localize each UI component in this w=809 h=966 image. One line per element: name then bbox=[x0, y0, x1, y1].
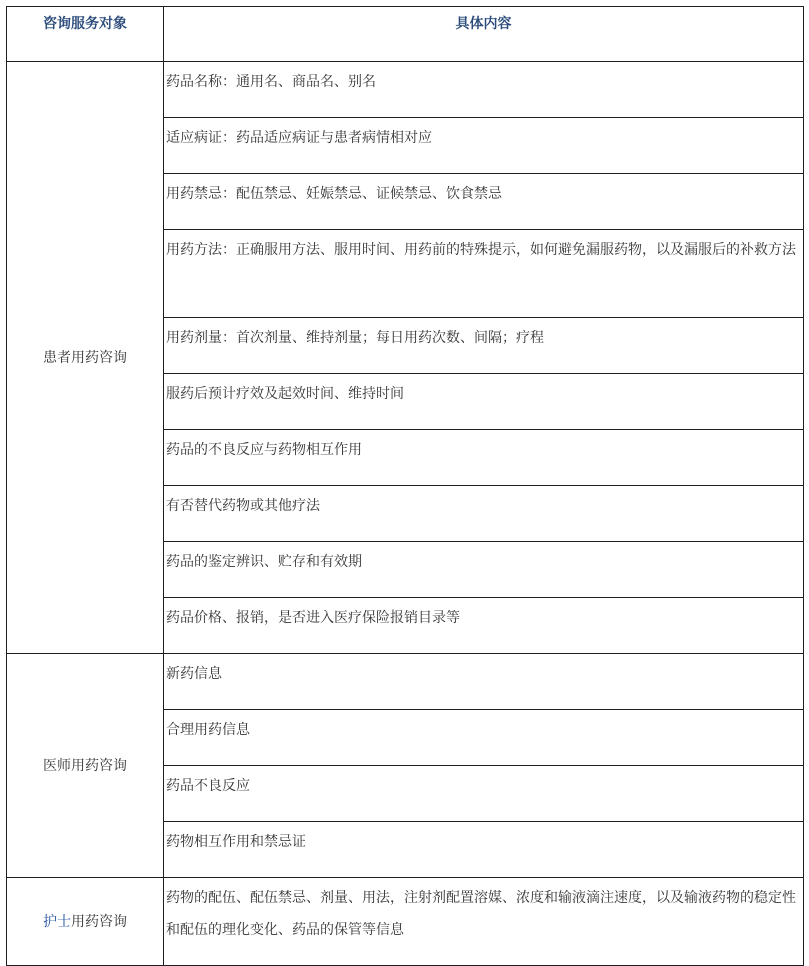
content-cell: 药品价格、报销，是否进入医疗保险报销目录等 bbox=[164, 598, 804, 654]
category-physician: 医师用药咨询 bbox=[7, 654, 164, 878]
content-cell: 药品的不良反应与药物相互作用 bbox=[164, 430, 804, 486]
table-row bbox=[7, 62, 804, 118]
content-cell: 适应病证：药品适应病证与患者病情相对应 bbox=[164, 118, 804, 174]
content-cell: 合理用药信息 bbox=[164, 710, 804, 766]
content-cell: 药物相互作用和禁忌证 bbox=[164, 822, 804, 878]
header-row bbox=[7, 7, 804, 62]
header-content: 具体内容 bbox=[164, 7, 804, 62]
content-cell: 有否替代药物或其他疗法 bbox=[164, 486, 804, 542]
category-patient: 患者用药咨询 bbox=[7, 62, 164, 654]
content-cell: 药物的配伍、配伍禁忌、剂量、用法，注射剂配置溶媒、浓度和输液滴注速度，以及输液药物的稳定性和配伍的理化变化、药品的保管等信息 bbox=[164, 878, 804, 966]
header-target: 咨询服务对象 bbox=[7, 7, 164, 62]
content-cell: 服药后预计疗效及起效时间、维持时间 bbox=[164, 374, 804, 430]
content-cell: 药品的鉴定辨识、贮存和有效期 bbox=[164, 542, 804, 598]
content-cell: 用药方法：正确服用方法、服用时间、用药前的特殊提示，如何避免漏服药物，以及漏服后的补救方法 bbox=[164, 230, 804, 318]
content-cell: 用药剂量：首次剂量、维持剂量；每日用药次数、间隔；疗程 bbox=[164, 318, 804, 374]
table-row bbox=[7, 878, 804, 966]
category-nurse-rest: 用药咨询 bbox=[71, 913, 127, 930]
content-cell: 药品不良反应 bbox=[164, 766, 804, 822]
content-cell: 新药信息 bbox=[164, 654, 804, 710]
category-nurse bbox=[7, 878, 164, 966]
content-cell: 药品名称：通用名、商品名、别名 bbox=[164, 62, 804, 118]
nurse-link[interactable]: 护士 bbox=[43, 913, 71, 930]
consultation-table bbox=[6, 6, 804, 966]
content-cell: 用药禁忌：配伍禁忌、妊娠禁忌、证候禁忌、饮食禁忌 bbox=[164, 174, 804, 230]
table-row bbox=[7, 654, 804, 710]
